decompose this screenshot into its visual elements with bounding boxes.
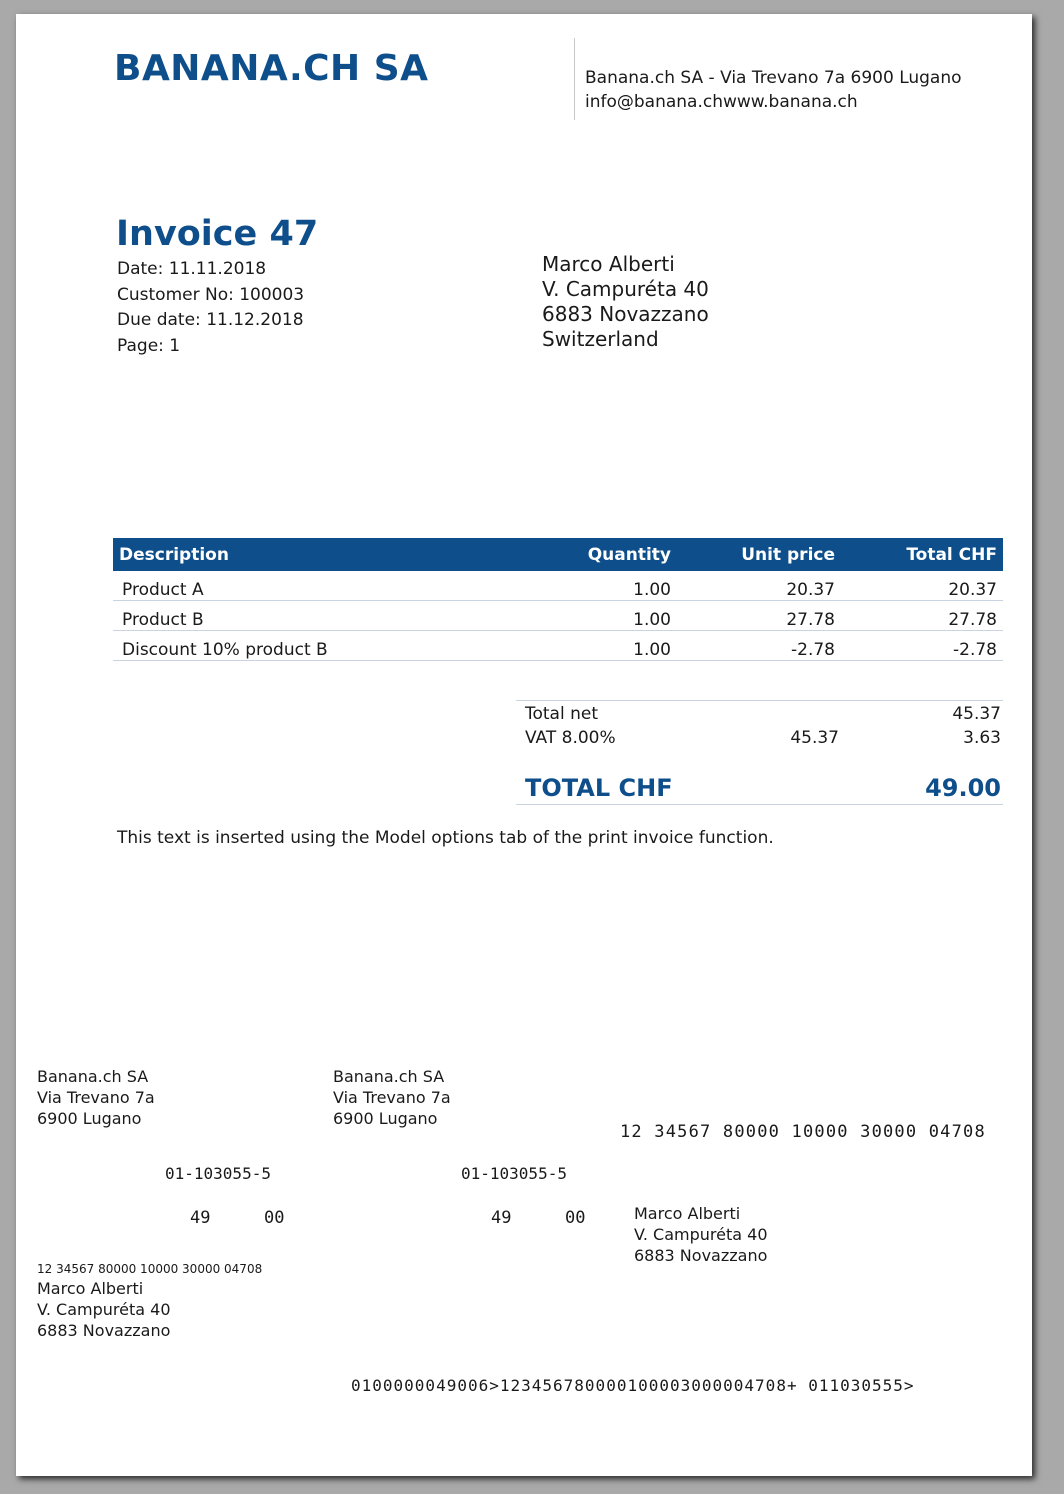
- table-row: [113, 601, 1003, 631]
- row-description: Discount 10% product B: [113, 631, 517, 661]
- row-total: 20.37: [841, 571, 1003, 601]
- grand-total-value: 49.00: [925, 774, 1001, 802]
- row-description: Product B: [113, 601, 517, 631]
- vat-row: [516, 726, 1003, 750]
- header-description: Description: [113, 538, 517, 571]
- payment-payer: [634, 1203, 768, 1266]
- customer-name: Marco Alberti: [542, 252, 675, 276]
- payment-amount-francs: 49: [491, 1208, 512, 1228]
- payment-reference-number: 12 34567 80000 10000 30000 04708: [620, 1122, 986, 1142]
- receipt-beneficiary-city: 6900 Lugano: [37, 1109, 142, 1128]
- payment-payer-city: 6883 Novazzano: [634, 1246, 768, 1265]
- header-unit-price: Unit price: [677, 538, 841, 571]
- total-net-spacer: [678, 702, 841, 726]
- total-net-row: [516, 702, 1003, 726]
- company-address-line: Banana.ch SA - Via Trevano 7a 6900 Lugano: [585, 68, 962, 88]
- row-quantity: 1.00: [517, 571, 677, 601]
- total-net-label: Total net: [525, 704, 599, 724]
- receipt-payer: [37, 1278, 171, 1341]
- invoice-notes: This text is inserted using the Model options tab of the print invoice function.: [117, 828, 774, 848]
- totals-divider: [516, 700, 1003, 701]
- receipt-beneficiary-name: Banana.ch SA: [37, 1067, 149, 1086]
- invoice-page: [16, 14, 1032, 1476]
- invoice-info: [117, 257, 304, 359]
- vat-base: 45.37: [790, 728, 839, 748]
- payment-account-number: 01-103055-5: [461, 1164, 567, 1183]
- invoice-title: Invoice 47: [116, 214, 319, 254]
- grand-total-underline: [516, 804, 1003, 805]
- receipt-reference-number: 12 34567 80000 10000 30000 04708: [37, 1262, 263, 1276]
- payment-payer-name: Marco Alberti: [634, 1204, 741, 1223]
- customer-city: 6883 Novazzano: [542, 302, 709, 326]
- receipt-amount-cents: 00: [264, 1208, 285, 1228]
- receipt-payer-name: Marco Alberti: [37, 1279, 144, 1298]
- payment-beneficiary-street: Via Trevano 7a: [333, 1088, 451, 1107]
- row-quantity: 1.00: [517, 601, 677, 631]
- invoice-date: Date: 11.11.2018: [117, 259, 267, 279]
- customer-country: Switzerland: [542, 327, 659, 351]
- table-row: [113, 571, 1003, 601]
- company-name: BANANA.CH SA: [114, 48, 429, 89]
- company-address: [585, 66, 962, 114]
- row-total: 27.78: [841, 601, 1003, 631]
- receipt-beneficiary: [37, 1066, 155, 1129]
- company-contact-line: info@banana.chwww.banana.ch: [585, 92, 858, 112]
- row-quantity: 1.00: [517, 631, 677, 661]
- receipt-beneficiary-street: Via Trevano 7a: [37, 1088, 155, 1107]
- header-divider: [574, 38, 575, 120]
- payment-beneficiary: [333, 1066, 451, 1129]
- vat-value: 3.63: [963, 728, 1001, 748]
- totals-table: [516, 702, 1003, 750]
- vat-label: VAT 8.00%: [525, 728, 616, 748]
- coding-line: 0100000049006>123456780000100003000004708+ 011030555>: [351, 1376, 915, 1395]
- row-unit-price: -2.78: [677, 631, 841, 661]
- receipt-payer-city: 6883 Novazzano: [37, 1321, 171, 1340]
- invoice-due-date: Due date: 11.12.2018: [117, 310, 304, 330]
- grand-total-label: TOTAL CHF: [525, 774, 673, 802]
- invoice-page-number: Page: 1: [117, 335, 181, 356]
- row-total: -2.78: [841, 631, 1003, 661]
- row-unit-price: 27.78: [677, 601, 841, 631]
- receipt-account-number: 01-103055-5: [165, 1164, 271, 1183]
- payment-amount-cents: 00: [565, 1208, 586, 1228]
- customer-street: V. Campuréta 40: [542, 277, 709, 301]
- payment-beneficiary-city: 6900 Lugano: [333, 1109, 438, 1128]
- total-net-value: 45.37: [952, 704, 1001, 724]
- items-table-header: [113, 538, 1003, 571]
- row-description: Product A: [113, 571, 517, 601]
- billing-address: [542, 252, 709, 352]
- header-quantity: Quantity: [517, 538, 677, 571]
- header-total: Total CHF: [841, 538, 1003, 571]
- payment-beneficiary-name: Banana.ch SA: [333, 1067, 445, 1086]
- items-table: [113, 538, 1003, 661]
- table-row: [113, 631, 1003, 661]
- payment-payer-street: V. Campuréta 40: [634, 1225, 768, 1244]
- invoice-customer-no: Customer No: 100003: [117, 284, 305, 305]
- receipt-payer-street: V. Campuréta 40: [37, 1300, 171, 1319]
- row-unit-price: 20.37: [677, 571, 841, 601]
- receipt-amount-francs: 49: [190, 1208, 211, 1228]
